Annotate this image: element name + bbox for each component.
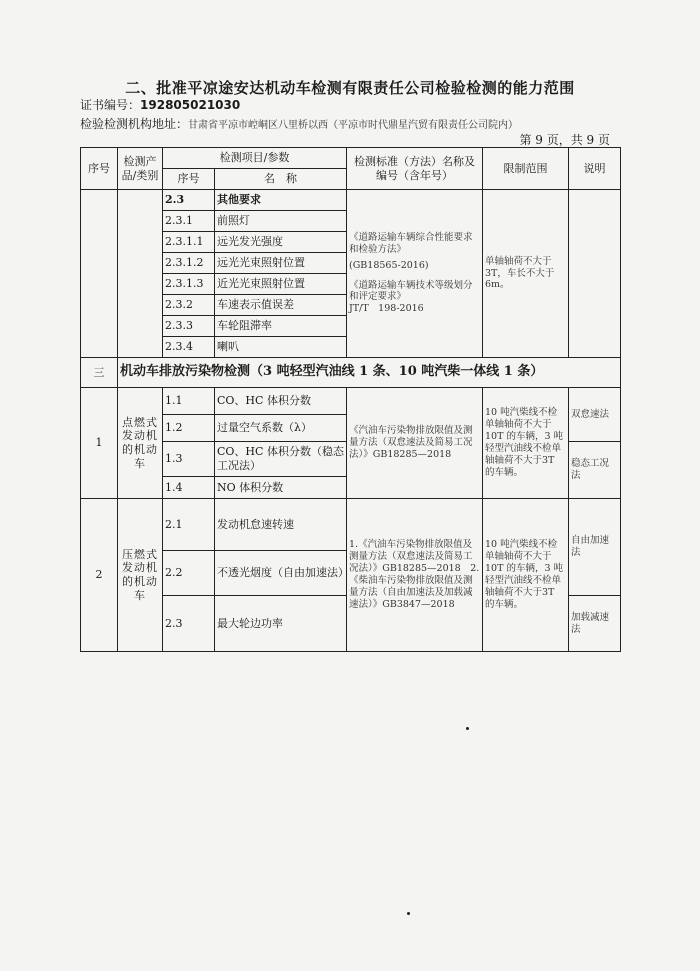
table-row-seq: 2.3.1.2 — [163, 253, 215, 274]
header-seq: 序号 — [81, 148, 118, 190]
table-row-name: 车速表示值误差 — [215, 295, 347, 316]
table-row-name: 远光发光强度 — [215, 232, 347, 253]
block1-product-cell — [118, 190, 163, 358]
certificate-line — [80, 96, 240, 113]
scan-speck — [466, 727, 469, 730]
group2-seq: 2 — [81, 499, 118, 652]
certificate-label: 证书编号： — [80, 98, 141, 112]
header-item-seq: 序号 — [163, 169, 215, 190]
capability-table — [80, 147, 621, 652]
table-row-name: 远光光束照射位置 — [215, 253, 347, 274]
group1-product: 点燃式发动机的机动车 — [118, 388, 163, 499]
block1-limit: 单轴轴荷不大于3T，车长不大于6m。 — [483, 190, 569, 358]
block1-standard2: 《道路运输车辆技术等级划分和评定要求》 — [349, 279, 473, 303]
block1-standard2-code: JT/T 198-2016 — [349, 303, 424, 315]
table-row-name: 喇叭 — [215, 337, 347, 358]
header-item-name: 名 称 — [215, 169, 347, 190]
table-row-name: 过量空气系数（λ） — [215, 415, 347, 442]
header-product: 检测产品/类别 — [118, 148, 163, 190]
table-row-seq: 2.2 — [163, 551, 215, 596]
table-row-seq: 2.1 — [163, 499, 215, 551]
table-row-seq: 2.3.3 — [163, 316, 215, 337]
group1-limit: 10 吨汽柴线不检单轴轴荷不大于10T 的车辆，3 吨轻型汽油线不检单轴轴荷不大于3T 的车辆。 — [483, 388, 569, 499]
table-row-name: 发动机怠速转速 — [215, 499, 347, 551]
table-row-name: 不透光烟度（自由加速法） — [215, 551, 347, 596]
header-item-param: 检测项目/参数 — [163, 148, 347, 169]
table-row-seq: 1.1 — [163, 388, 215, 415]
group1-seq: 1 — [81, 388, 118, 499]
group2-product: 压燃式发动机的机动车 — [118, 499, 163, 652]
address-label: 检验检测机构地址： — [80, 117, 189, 131]
block1-note-cell — [569, 190, 621, 358]
group1-note1: 双怠速法 — [569, 388, 621, 442]
page-title: 二、批准平凉途安达机动车检测有限责任公司检验检测的能力范围 — [125, 79, 575, 97]
group1-standard: 《汽油车污染物排放限值及测量方法（双怠速法及简易工况法）》GB18285—2018 — [347, 388, 483, 499]
group1-note2: 稳态工况法 — [569, 442, 621, 499]
block1-standard1: 《道路运输车辆综合性能要求和检验方法》 — [349, 231, 473, 255]
table-row-seq: 2.3 — [163, 596, 215, 652]
section-number: 三 — [81, 358, 118, 388]
table-row-name: 其他要求 — [215, 190, 347, 211]
scan-speck — [407, 912, 410, 915]
page-number: 第 9 页，共 9 页 — [519, 133, 610, 147]
group2-note1: 自由加速法 — [569, 499, 621, 596]
table-row-seq: 2.3.1.3 — [163, 274, 215, 295]
address-line — [80, 115, 518, 132]
table-row-seq: 2.3 — [163, 190, 215, 211]
table-row-name: 最大轮边功率 — [215, 596, 347, 652]
table-row-seq: 2.3.1 — [163, 211, 215, 232]
table-row-seq: 2.3.4 — [163, 337, 215, 358]
table-row-seq: 1.3 — [163, 442, 215, 477]
block1-standard — [347, 190, 483, 358]
header-standard: 检测标准（方法）名称及编号（含年号） — [347, 148, 483, 190]
table-row-seq: 1.4 — [163, 477, 215, 499]
certificate-number: 192805021030 — [140, 98, 241, 112]
table-row-seq: 2.3.1.1 — [163, 232, 215, 253]
block1-seq-cell — [81, 190, 118, 358]
section-title: 机动车排放污染物检测（3 吨轻型汽油线 1 条、10 吨汽柴一体线 1 条） — [118, 358, 621, 388]
table-row-seq: 2.3.2 — [163, 295, 215, 316]
group2-limit: 10 吨汽柴线不检单轴轴荷不大于10T 的车辆，3 吨轻型汽油线不检单轴轴荷不大于3T 的车辆。 — [483, 499, 569, 652]
table-row-seq: 1.2 — [163, 415, 215, 442]
table-row-name: CO、HC 体积分数 — [215, 388, 347, 415]
table-row-name: NO 体积分数 — [215, 477, 347, 499]
block1-standard1-code: (GB18565-2016) — [349, 259, 429, 271]
address-value: 甘肃省平凉市崆峒区八里桥以西（平凉市时代鼎星汽贸有限责任公司院内） — [188, 120, 519, 131]
table-row-name: 前照灯 — [215, 211, 347, 232]
group2-standard: 1.《汽油车污染物排放限值及测量方法（双怠速法及简易工况法）》GB18285—2018 2.《柴油车污染物排放限值及测量方法（自由加速法及加载减速法）》GB3847—2018 — [347, 499, 483, 652]
header-note: 说明 — [569, 148, 621, 190]
group2-note2: 加载减速法 — [569, 596, 621, 652]
table-row-name: 近光光束照射位置 — [215, 274, 347, 295]
header-limit: 限制范围 — [483, 148, 569, 190]
table-row-name: 车轮阻滞率 — [215, 316, 347, 337]
table-row-name: CO、HC 体积分数（稳态工况法） — [215, 442, 347, 477]
